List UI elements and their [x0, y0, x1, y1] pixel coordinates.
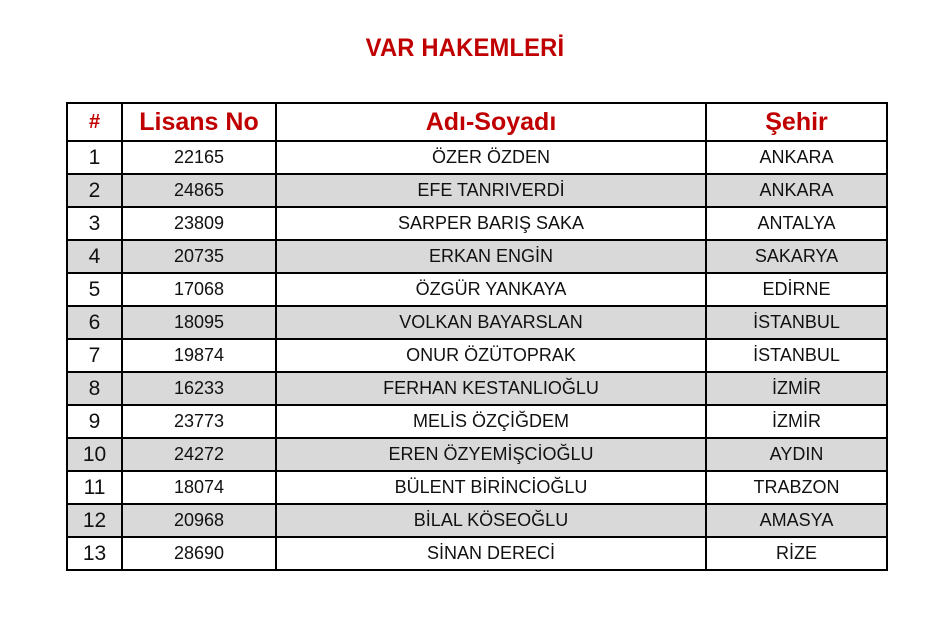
referee-city: TRABZON [706, 471, 887, 504]
referee-city: RİZE [706, 537, 887, 570]
row-number: 3 [67, 207, 122, 240]
referee-name: FERHAN KESTANLIOĞLU [276, 372, 706, 405]
license-number: 24865 [122, 174, 276, 207]
header-license-no: Lisans No [122, 103, 276, 141]
row-number: 10 [67, 438, 122, 471]
table-row [67, 240, 887, 273]
referee-city: AYDIN [706, 438, 887, 471]
table-row [67, 273, 887, 306]
row-number: 13 [67, 537, 122, 570]
table-row [67, 471, 887, 504]
row-number: 2 [67, 174, 122, 207]
referee-name: ÖZGÜR YANKAYA [276, 273, 706, 306]
referee-city: İSTANBUL [706, 306, 887, 339]
row-number: 7 [67, 339, 122, 372]
referee-city: İZMİR [706, 372, 887, 405]
referee-city: İSTANBUL [706, 339, 887, 372]
referee-city: EDİRNE [706, 273, 887, 306]
referee-name: SARPER BARIŞ SAKA [276, 207, 706, 240]
table-row [67, 405, 887, 438]
table-row [67, 174, 887, 207]
table-header-row [67, 103, 887, 141]
license-number: 20735 [122, 240, 276, 273]
row-number: 4 [67, 240, 122, 273]
table-row [67, 537, 887, 570]
referee-name: ÖZER ÖZDEN [276, 141, 706, 174]
row-number: 1 [67, 141, 122, 174]
license-number: 16233 [122, 372, 276, 405]
table-row [67, 438, 887, 471]
license-number: 17068 [122, 273, 276, 306]
table-row [67, 207, 887, 240]
referee-name: EREN ÖZYEMİŞCİOĞLU [276, 438, 706, 471]
referee-city: ANTALYA [706, 207, 887, 240]
license-number: 19874 [122, 339, 276, 372]
referee-city: SAKARYA [706, 240, 887, 273]
license-number: 23773 [122, 405, 276, 438]
row-number: 11 [67, 471, 122, 504]
license-number: 22165 [122, 141, 276, 174]
license-number: 18095 [122, 306, 276, 339]
row-number: 8 [67, 372, 122, 405]
row-number: 6 [67, 306, 122, 339]
page-title: VAR HAKEMLERİ [365, 34, 565, 62]
referee-city: AMASYA [706, 504, 887, 537]
license-number: 18074 [122, 471, 276, 504]
referee-name: EFE TANRIVERDİ [276, 174, 706, 207]
row-number: 5 [67, 273, 122, 306]
license-number: 28690 [122, 537, 276, 570]
table-row [67, 339, 887, 372]
referee-city: ANKARA [706, 174, 887, 207]
row-number: 9 [67, 405, 122, 438]
referee-name: VOLKAN BAYARSLAN [276, 306, 706, 339]
referee-name: MELİS ÖZÇİĞDEM [276, 405, 706, 438]
license-number: 24272 [122, 438, 276, 471]
row-number: 12 [67, 504, 122, 537]
header-city: Şehir [706, 103, 887, 141]
referee-city: ANKARA [706, 141, 887, 174]
referee-city: İZMİR [706, 405, 887, 438]
referee-name: BİLAL KÖSEOĞLU [276, 504, 706, 537]
license-number: 23809 [122, 207, 276, 240]
referee-name: BÜLENT BİRİNCİOĞLU [276, 471, 706, 504]
table-row [67, 306, 887, 339]
referee-name: SİNAN DERECİ [276, 537, 706, 570]
table-row [67, 372, 887, 405]
table-row [67, 141, 887, 174]
table-row [67, 504, 887, 537]
license-number: 20968 [122, 504, 276, 537]
header-full-name: Adı-Soyadı [276, 103, 706, 141]
header-number: # [67, 103, 122, 141]
referee-name: ONUR ÖZÜTOPRAK [276, 339, 706, 372]
referee-name: ERKAN ENGİN [276, 240, 706, 273]
referees-table [66, 102, 888, 571]
